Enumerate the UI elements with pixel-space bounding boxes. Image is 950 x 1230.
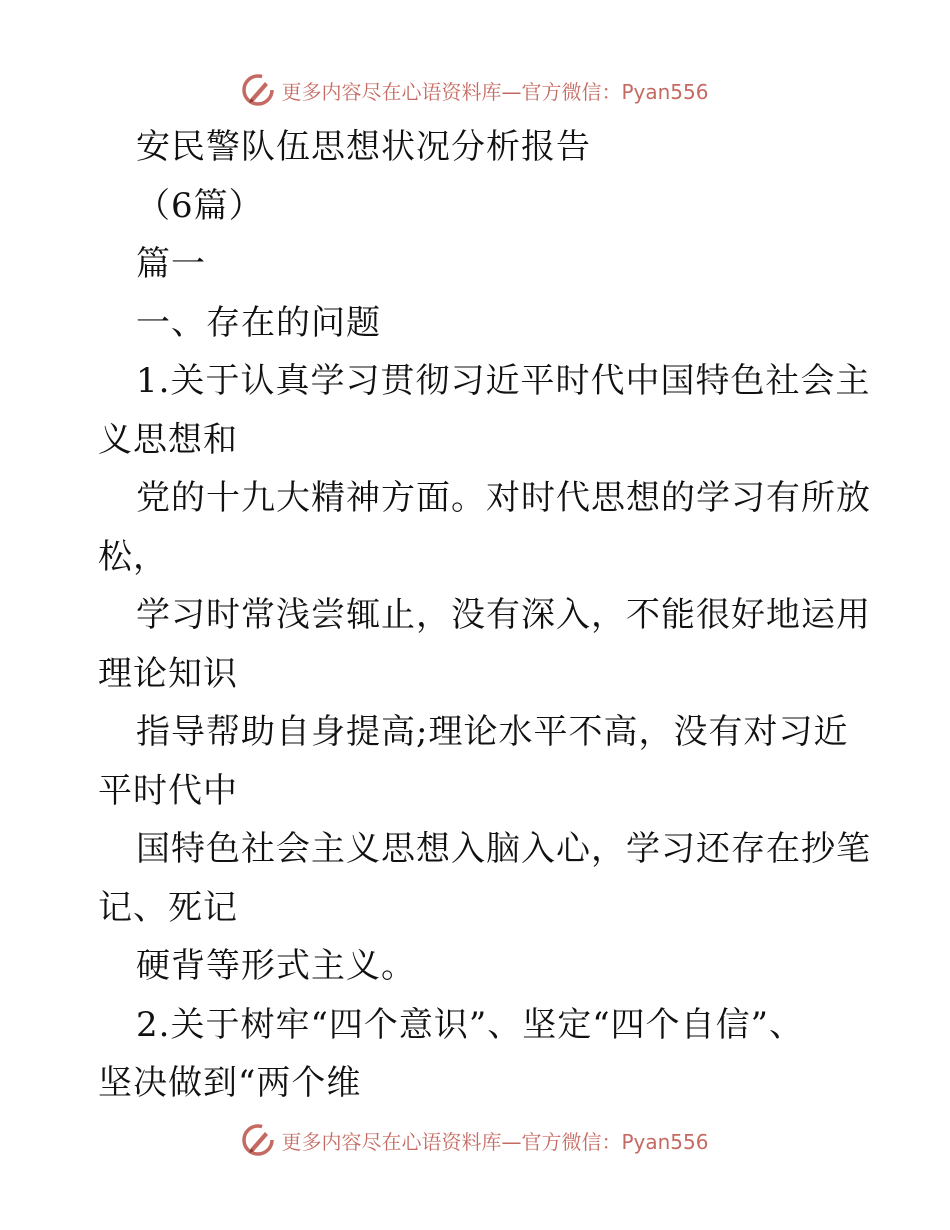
pen-circle-logo-icon xyxy=(241,1123,275,1157)
section-heading: 篇一 xyxy=(136,244,206,284)
paragraph-line: 平时代中 xyxy=(98,770,238,811)
paragraph-line: 国特色社会主义思想入脑入心，学习还存在抄笔 xyxy=(136,829,871,869)
header-watermark-text: 更多内容尽在心语资料库—官方微信：Pyan556 xyxy=(281,79,709,104)
paragraph-line: 义思想和 xyxy=(98,419,238,460)
paragraph-line: 硬背等形式主义。 xyxy=(136,946,416,986)
paragraph-line: 1.关于认真学习贯彻习近平时代中国特色社会主 xyxy=(136,361,871,401)
paragraph-line: 记、死记 xyxy=(98,887,238,928)
doc-title: 安民警队伍思想状况分析报告 xyxy=(136,127,591,167)
paragraph-line: 松， xyxy=(98,536,168,577)
paragraph-line: 学习时常浅尝辄止，没有深入，不能很好地运用 xyxy=(136,595,871,635)
paragraph-line: 坚决做到“两个维 xyxy=(98,1063,362,1103)
doc-subtitle: （6篇） xyxy=(136,185,264,226)
paragraph-line: 党的十九大精神方面。对时代思想的学习有所放 xyxy=(136,478,871,518)
pen-circle-logo-icon xyxy=(241,73,275,107)
paragraph-line: 2.关于树牢“四个意识”、坚定“四个自信”、 xyxy=(136,1004,804,1045)
paragraph-line: 指导帮助自身提高;理论水平不高，没有对习近 xyxy=(136,712,849,752)
footer-watermark-text: 更多内容尽在心语资料库—官方微信：Pyan556 xyxy=(281,1129,709,1154)
document-body xyxy=(98,118,871,1113)
paragraph-line: 理论知识 xyxy=(98,653,238,694)
header-watermark xyxy=(0,70,950,110)
footer-watermark xyxy=(0,1120,950,1160)
subsection-heading: 一、存在的问题 xyxy=(136,302,381,343)
